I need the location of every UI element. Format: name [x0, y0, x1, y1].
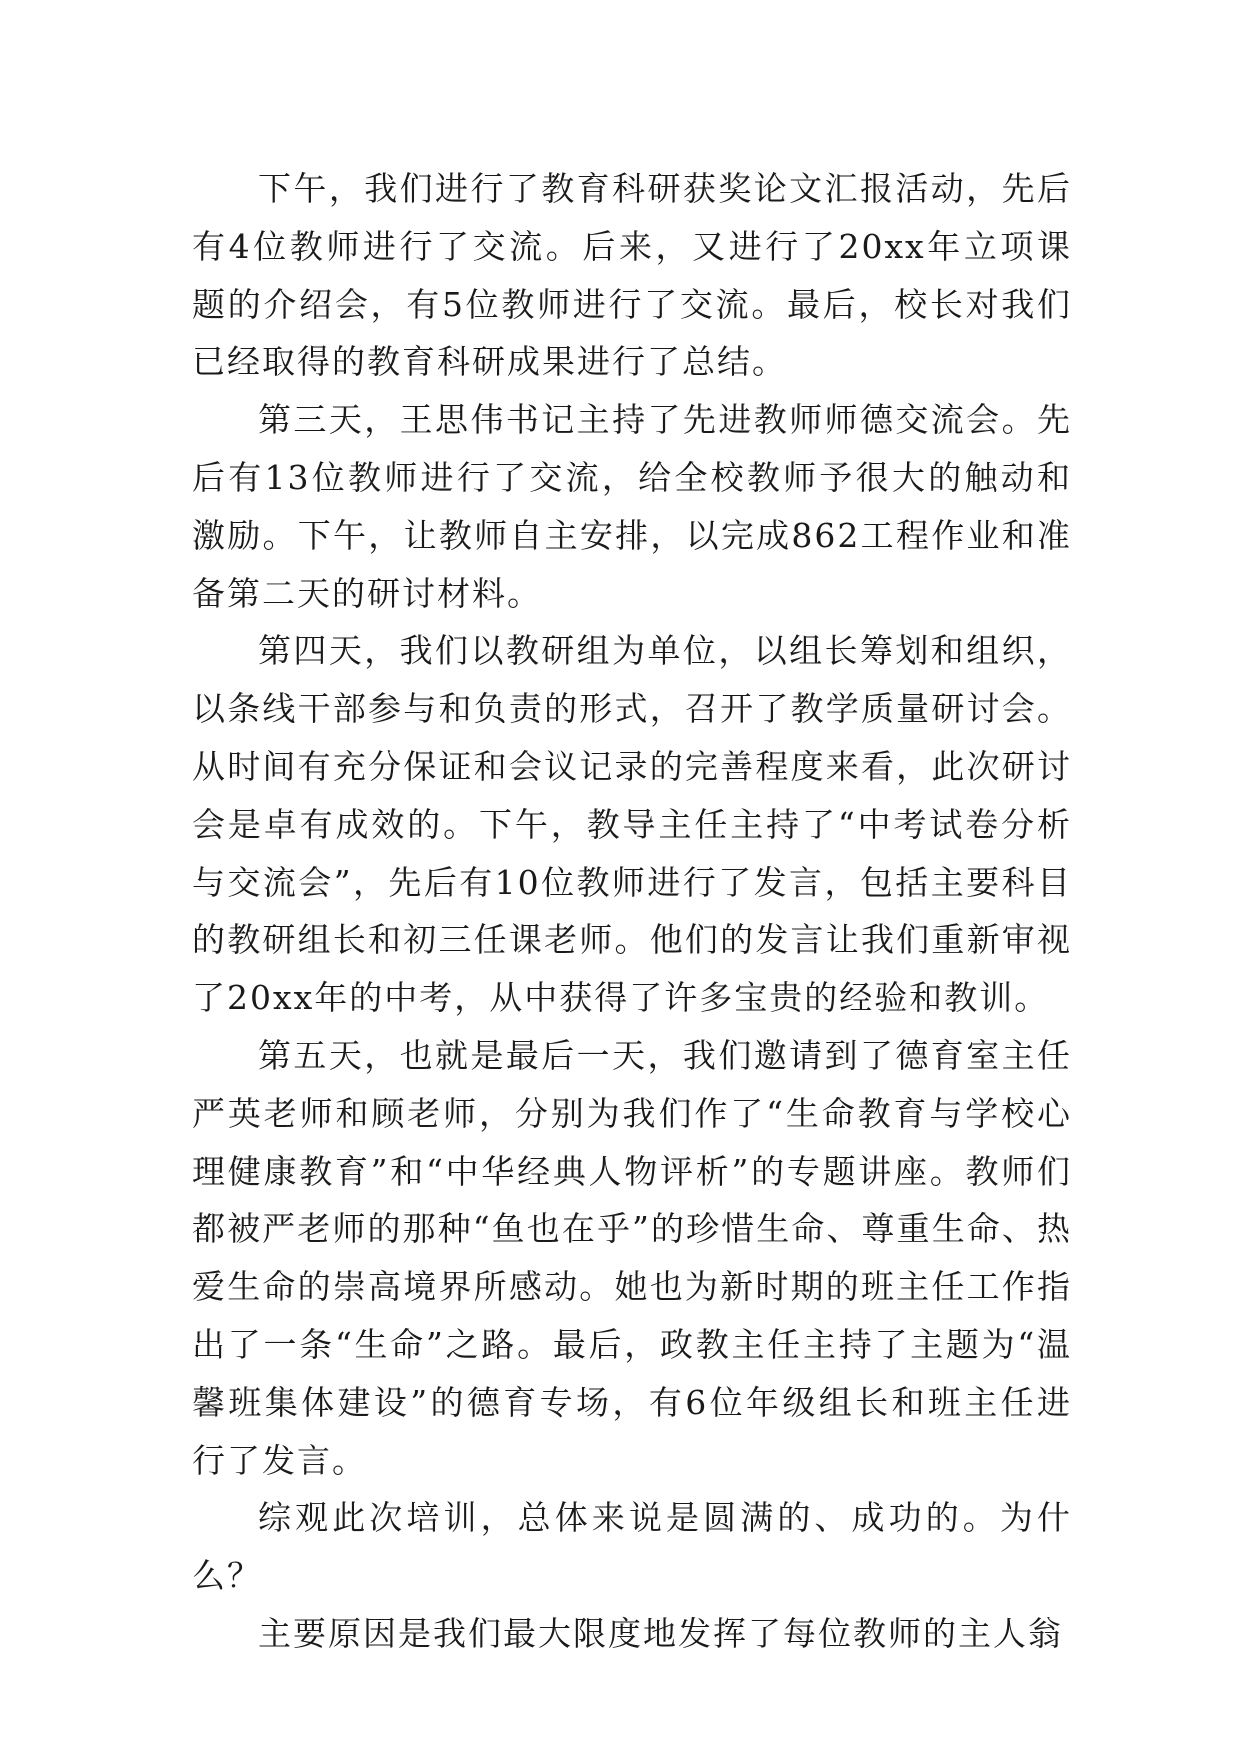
document-body [192, 160, 1072, 1663]
paragraph-1: 下午，我们进行了教育科研获奖论文汇报活动，先后有4位教师进行了交流。后来，又进行了20xx年立项课题的介绍会，有5位教师进行了交流。最后，校长对我们已经取得的教育科研成果进行了总结。 [192, 169, 1072, 382]
paragraph-4: 第五天，也就是最后一天，我们邀请到了德育室主任严英老师和顾老师，分别为我们作了“生命教育与学校心理健康教育”和“中华经典人物评析”的专题讲座。教师们都被严老师的那种“鱼也在乎”的珍惜生命、尊重生命、热爱生命的崇高境界所感动。她也为新时期的班主任工作指出了一条“生命”之路。最后，政教主任主持了主题为“温馨班集体建设”的德育专场，有6位年级组长和班主任进行了发言。 [192, 1035, 1072, 1480]
paragraph-5: 综观此次培训，总体来说是圆满的、成功的。为什么？ [192, 1498, 1072, 1596]
paragraph-6: 主要原因是我们最大限度地发挥了每位教师的主人翁 [258, 1613, 1063, 1653]
paragraph-3: 第四天，我们以教研组为单位，以组长筹划和组织，以条线干部参与和负责的形式，召开了教学质量研讨会。从时间有充分保证和会议记录的完善程度来看，此次研讨会是卓有成效的。下午，教导主任主持了“中考试卷分析与交流会”，先后有10位教师进行了发言，包括主要科目的教研组长和初三任课老师。他们的发言让我们重新审视了20xx年的中考，从中获得了许多宝贵的经验和教训。 [192, 631, 1072, 1018]
paragraph-2: 第三天，王思伟书记主持了先进教师师德交流会。先后有13位教师进行了交流，给全校教师予很大的触动和激励。下午，让教师自主安排，以完成862工程作业和准备第二天的研讨材料。 [192, 400, 1072, 613]
